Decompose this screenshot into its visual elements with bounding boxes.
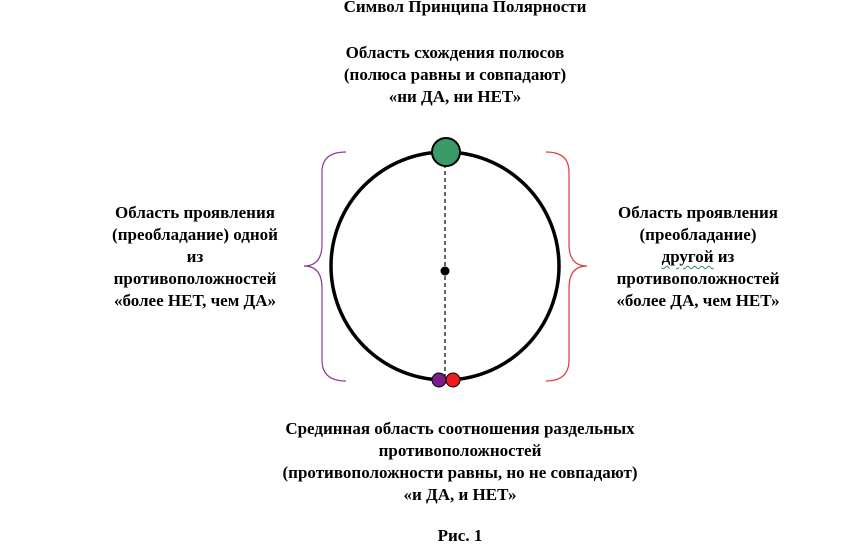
spellcheck-word: другой [661,247,714,266]
bottom-label-line-4: «и ДА, и НЕТ» [403,485,517,504]
left-label-line-5: «более НЕТ, чем ДА» [113,291,277,310]
right-curly-brace [546,152,587,381]
left-label-line-3: из [186,247,204,266]
bottom-label-line-3: (противоположности равны, но не совпадают) [282,463,638,482]
bottom-left-pole-dot [432,373,446,387]
top-pole-dot [432,138,460,166]
top-label-line-1: Область схождения полюсов [345,43,565,62]
right-label-line-5: «более ДА, чем НЕТ» [616,291,780,310]
bottom-right-pole-dot [446,373,460,387]
right-label-line-4: противоположностей [616,269,780,288]
right-label-line-1: Область проявления [618,203,778,222]
figure-caption: Рис. 1 [437,526,483,545]
top-label-line-3: «ни ДА, ни НЕТ» [388,87,522,106]
right-label-line-3-rest: из [713,247,735,266]
top-label-line-2: (полюса равны и совпадают) [343,65,567,84]
bottom-label-line-1: Срединная область соотношения раздельных [285,419,635,438]
bottom-label-line-2: противоположностей [378,441,542,460]
diagram-title: Символ Принципа Полярности [343,0,587,16]
bottom-region-label [200,418,720,506]
left-label-line-2: (преобладание) одной [112,225,278,244]
right-label-line-2: (преобладание) [639,225,757,244]
left-label-line-4: противоположностей [113,269,277,288]
center-point [441,267,450,276]
left-label-line-1: Область проявления [115,203,275,222]
left-curly-brace [304,152,346,381]
